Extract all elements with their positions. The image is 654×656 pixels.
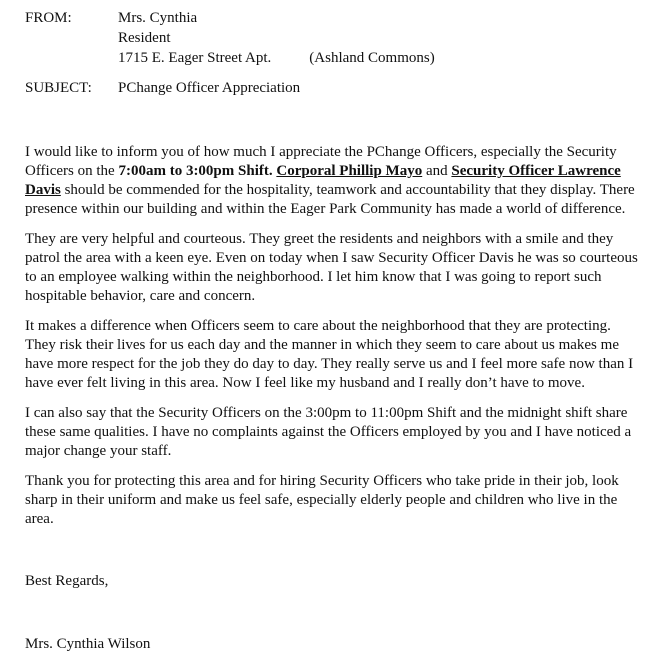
from-label: FROM: bbox=[25, 10, 72, 26]
paragraph-4: I can also say that the Security Officers on the 3:00pm to 11:00pm Shift and the midnight shift share these same qualities. I have no complaints against the Officers employed by you and I have noticed a major change your staff. bbox=[25, 405, 632, 459]
subject-label: SUBJECT: bbox=[25, 80, 92, 96]
subject-value: PChange Officer Appreciation bbox=[118, 80, 301, 96]
paragraph-1-text-a: I would like to inform you of how much I appreciate the PChange Officers, especially the Security Officers on the bbox=[25, 144, 617, 179]
from-address-line bbox=[118, 48, 435, 68]
from-address: 1715 E. Eager Street Apt. bbox=[118, 50, 272, 66]
from-role: Resident bbox=[118, 30, 171, 46]
signature: Mrs. Cynthia Wilson bbox=[25, 636, 151, 652]
from-address-extra: (Ashland Commons) bbox=[309, 50, 435, 66]
officer-name-davis: Security Officer Lawrence Davis bbox=[25, 163, 621, 198]
shift-highlight: 7:00am to 3:00pm Shift. bbox=[118, 163, 273, 179]
officer-name-mayo: Corporal Phillip Mayo bbox=[276, 163, 423, 179]
letter-body bbox=[25, 143, 645, 540]
from-name: Mrs. Cynthia bbox=[118, 10, 198, 26]
paragraph-3: It makes a difference when Officers seem to care about the neighborhood that they are protecting. They risk their lives for us each day and the manner in which they seem to care about us makes me have more respect for the job they do day to day. They really serve us and I feel more safe now than I have ever felt living in this area. Now I feel like my husband and I really don’t have to move. bbox=[25, 318, 634, 391]
paragraph-1-text-b: and bbox=[422, 163, 452, 179]
paragraph-5: Thank you for protecting this area and for hiring Security Officers who take pride in their job, look sharp in their uniform and make us feel safe, especially elderly people and children who live in the area. bbox=[25, 473, 619, 527]
paragraph-1-text-c: should be commended for the hospitality, teamwork and accountability that they display. There presence within our building and within the Eager Park Community has made a world of difference. bbox=[25, 182, 635, 217]
paragraph-1 bbox=[25, 143, 645, 219]
paragraph-2: They are very helpful and courteous. They greet the residents and neighbors with a smile and they patrol the area with a keen eye. Even on today when I saw Security Officer Davis he was so courteous to an employee walking within the neighborhood. I let him know that I was going to report such hospitable behavior, care and concern. bbox=[25, 231, 638, 304]
closing: Best Regards, bbox=[25, 573, 109, 589]
